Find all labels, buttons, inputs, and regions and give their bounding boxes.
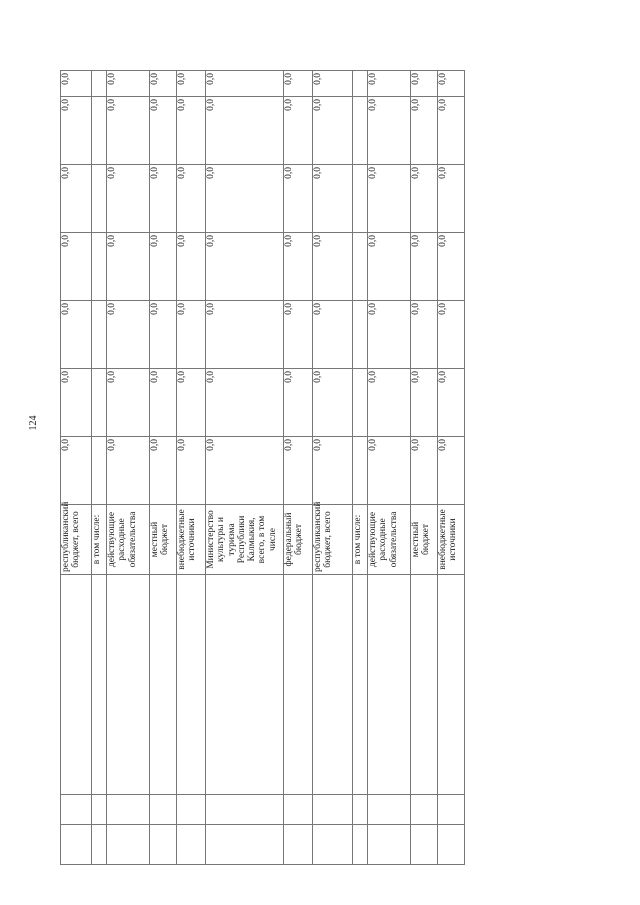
- empty-cell: [411, 795, 438, 825]
- page-number: 124: [28, 415, 39, 431]
- empty-cell: [206, 825, 284, 865]
- table-row: [177, 71, 206, 865]
- empty-cell: [92, 795, 107, 825]
- value-cell: 0,0: [284, 97, 313, 165]
- table-row: [353, 71, 368, 865]
- value-cell: 0,0: [438, 301, 465, 369]
- row-label: в том числе:: [92, 505, 107, 575]
- value-cell: 0,0: [177, 71, 206, 97]
- value-cell: 0,0: [313, 437, 353, 505]
- value-cell: 0,0: [107, 369, 150, 437]
- value-cell: 0,0: [284, 369, 313, 437]
- empty-cell: [284, 795, 313, 825]
- value-cell: 0,0: [107, 71, 150, 97]
- value-cell: 0,0: [206, 97, 284, 165]
- value-cell: 0,0: [177, 233, 206, 301]
- value-cell: 0,0: [107, 165, 150, 233]
- row-label: республиканский бюджет, всего: [313, 505, 353, 575]
- value-cell: [353, 369, 368, 437]
- empty-cell: [284, 575, 313, 795]
- row-label: действующие расходные обязательства: [107, 505, 150, 575]
- value-cell: [353, 233, 368, 301]
- value-cell: 0,0: [313, 369, 353, 437]
- row-label: Министерство культуры и туризма Республики Калмыкия, всего, в том числе: [206, 505, 284, 575]
- value-cell: 0,0: [61, 165, 92, 233]
- value-cell: 0,0: [411, 437, 438, 505]
- table-row: [206, 71, 284, 865]
- empty-cell: [177, 795, 206, 825]
- value-cell: [353, 71, 368, 97]
- empty-cell: [206, 795, 284, 825]
- value-cell: 0,0: [61, 301, 92, 369]
- value-cell: 0,0: [411, 301, 438, 369]
- empty-cell: [150, 825, 177, 865]
- value-cell: 0,0: [61, 437, 92, 505]
- empty-cell: [313, 825, 353, 865]
- value-cell: [92, 437, 107, 505]
- empty-cell: [313, 575, 353, 795]
- value-cell: 0,0: [368, 71, 411, 97]
- value-cell: 0,0: [284, 71, 313, 97]
- value-cell: [92, 97, 107, 165]
- value-cell: 0,0: [107, 233, 150, 301]
- empty-cell: [107, 825, 150, 865]
- value-cell: 0,0: [177, 369, 206, 437]
- value-cell: 0,0: [150, 233, 177, 301]
- empty-cell: [438, 795, 465, 825]
- empty-cell: [368, 825, 411, 865]
- empty-cell: [411, 825, 438, 865]
- row-label: федеральный бюджет: [284, 505, 313, 575]
- value-cell: 0,0: [438, 369, 465, 437]
- value-cell: 0,0: [368, 301, 411, 369]
- row-label: в том числе:: [353, 505, 368, 575]
- value-cell: 0,0: [313, 97, 353, 165]
- empty-cell: [61, 825, 92, 865]
- table-row: [92, 71, 107, 865]
- value-cell: 0,0: [177, 301, 206, 369]
- value-cell: 0,0: [150, 97, 177, 165]
- value-cell: 0,0: [438, 165, 465, 233]
- table-row: [368, 71, 411, 865]
- table-row: [61, 71, 92, 865]
- empty-cell: [61, 575, 92, 795]
- value-cell: 0,0: [206, 71, 284, 97]
- empty-cell: [107, 575, 150, 795]
- value-cell: 0,0: [206, 369, 284, 437]
- value-cell: 0,0: [284, 437, 313, 505]
- value-cell: 0,0: [150, 301, 177, 369]
- table-row: [411, 71, 438, 865]
- value-cell: 0,0: [206, 165, 284, 233]
- value-cell: 0,0: [438, 437, 465, 505]
- value-cell: 0,0: [284, 165, 313, 233]
- value-cell: 0,0: [177, 165, 206, 233]
- table-row: [284, 71, 313, 865]
- value-cell: [353, 97, 368, 165]
- value-cell: 0,0: [150, 437, 177, 505]
- value-cell: [353, 165, 368, 233]
- empty-cell: [284, 825, 313, 865]
- budget-table: [60, 70, 465, 865]
- value-cell: 0,0: [61, 97, 92, 165]
- row-label: местный бюджет: [411, 505, 438, 575]
- value-cell: [92, 369, 107, 437]
- table-row: [438, 71, 465, 865]
- value-cell: 0,0: [411, 233, 438, 301]
- value-cell: [92, 71, 107, 97]
- value-cell: 0,0: [107, 301, 150, 369]
- value-cell: [92, 165, 107, 233]
- value-cell: 0,0: [150, 165, 177, 233]
- row-label: внебюджетные источники: [438, 505, 465, 575]
- value-cell: 0,0: [61, 233, 92, 301]
- value-cell: 0,0: [284, 301, 313, 369]
- value-cell: 0,0: [177, 437, 206, 505]
- value-cell: 0,0: [313, 233, 353, 301]
- value-cell: 0,0: [61, 369, 92, 437]
- row-label: местный бюджет: [150, 505, 177, 575]
- value-cell: 0,0: [284, 233, 313, 301]
- empty-cell: [92, 825, 107, 865]
- value-cell: 0,0: [313, 301, 353, 369]
- value-cell: 0,0: [206, 437, 284, 505]
- value-cell: 0,0: [438, 71, 465, 97]
- value-cell: 0,0: [206, 233, 284, 301]
- row-label: внебюджетные источники: [177, 505, 206, 575]
- rotated-table-container: [60, 70, 530, 865]
- value-cell: 0,0: [150, 369, 177, 437]
- value-cell: 0,0: [206, 301, 284, 369]
- empty-cell: [177, 575, 206, 795]
- table-row: [150, 71, 177, 865]
- row-label: действующие расходные обязательства: [368, 505, 411, 575]
- empty-cell: [206, 575, 284, 795]
- value-cell: 0,0: [177, 97, 206, 165]
- empty-cell: [177, 825, 206, 865]
- value-cell: 0,0: [411, 369, 438, 437]
- value-cell: 0,0: [368, 233, 411, 301]
- value-cell: [92, 233, 107, 301]
- empty-cell: [61, 795, 92, 825]
- empty-cell: [150, 795, 177, 825]
- value-cell: [353, 301, 368, 369]
- table-row: [313, 71, 353, 865]
- value-cell: 0,0: [438, 97, 465, 165]
- value-cell: 0,0: [368, 97, 411, 165]
- value-cell: 0,0: [411, 71, 438, 97]
- value-cell: 0,0: [411, 165, 438, 233]
- value-cell: 0,0: [313, 71, 353, 97]
- empty-cell: [313, 795, 353, 825]
- empty-cell: [150, 575, 177, 795]
- empty-cell: [411, 575, 438, 795]
- value-cell: 0,0: [368, 165, 411, 233]
- table-row: [107, 71, 150, 865]
- empty-cell: [353, 825, 368, 865]
- value-cell: 0,0: [438, 233, 465, 301]
- value-cell: 0,0: [313, 165, 353, 233]
- value-cell: 0,0: [150, 71, 177, 97]
- value-cell: [92, 301, 107, 369]
- table-body: [61, 71, 465, 865]
- empty-cell: [92, 575, 107, 795]
- row-label: республиканский бюджет, всего: [61, 505, 92, 575]
- empty-cell: [353, 575, 368, 795]
- value-cell: [353, 437, 368, 505]
- value-cell: 0,0: [107, 97, 150, 165]
- empty-cell: [368, 795, 411, 825]
- empty-cell: [353, 795, 368, 825]
- value-cell: 0,0: [61, 71, 92, 97]
- empty-cell: [438, 575, 465, 795]
- empty-cell: [438, 825, 465, 865]
- value-cell: 0,0: [368, 437, 411, 505]
- value-cell: 0,0: [368, 369, 411, 437]
- value-cell: 0,0: [411, 97, 438, 165]
- empty-cell: [368, 575, 411, 795]
- empty-cell: [107, 795, 150, 825]
- value-cell: 0,0: [107, 437, 150, 505]
